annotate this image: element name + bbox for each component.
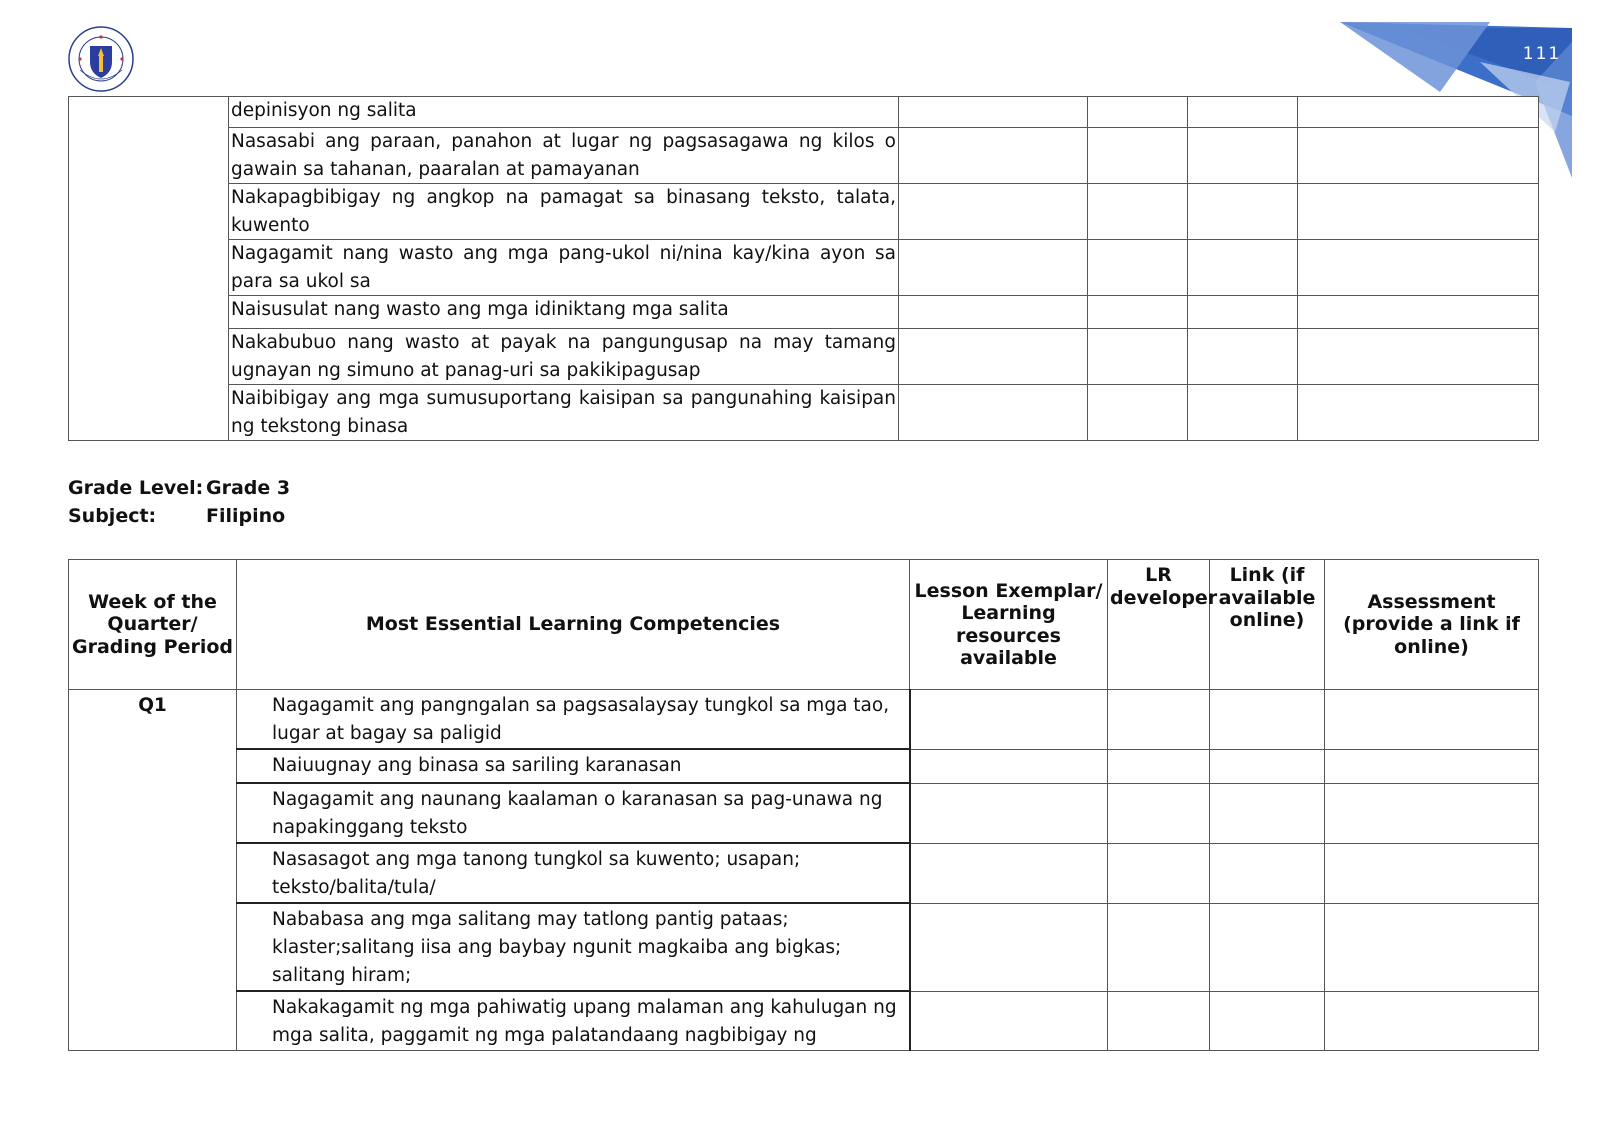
lr-cell bbox=[1108, 783, 1210, 843]
competency-cell: Nasasagot ang mga tanong tungkol sa kuwento; usapan; teksto/balita/tula/ bbox=[237, 843, 910, 903]
link-cell bbox=[1210, 749, 1325, 783]
lr-cell bbox=[1088, 296, 1188, 329]
link-cell bbox=[1188, 240, 1298, 296]
header-lesson-exemplar: Lesson Exemplar/ Learning resources available bbox=[910, 560, 1108, 690]
subject-value: Filipino bbox=[206, 505, 286, 527]
lesson-cell bbox=[910, 690, 1108, 750]
competency-cell: Nasasabi ang paraan, panahon at lugar ng pagsasagawa ng kilos o gawain sa tahanan, paaralan at pamayanan bbox=[229, 128, 899, 184]
grade-level-value: Grade 3 bbox=[206, 477, 291, 499]
link-cell bbox=[1210, 783, 1325, 843]
competency-cell: Nagagamit ang naunang kaalaman o karanasan sa pag-unawa ng napakinggang teksto bbox=[237, 783, 910, 843]
link-cell bbox=[1188, 385, 1298, 441]
lr-cell bbox=[1108, 690, 1210, 750]
competency-cell: depinisyon ng salita bbox=[229, 97, 899, 128]
link-cell bbox=[1188, 97, 1298, 128]
assessment-cell bbox=[1325, 690, 1539, 750]
lr-cell bbox=[1088, 385, 1188, 441]
assessment-cell bbox=[1298, 97, 1539, 128]
lr-cell bbox=[1088, 128, 1188, 184]
lesson-cell bbox=[910, 749, 1108, 783]
lesson-cell bbox=[899, 240, 1088, 296]
competency-cell: Naisusulat nang wasto ang mga idiniktang mga salita bbox=[229, 296, 899, 329]
header-melc: Most Essential Learning Competencies bbox=[237, 560, 910, 690]
lesson-cell bbox=[910, 843, 1108, 903]
assessment-cell bbox=[1298, 329, 1539, 385]
assessment-cell bbox=[1325, 903, 1539, 991]
assessment-cell bbox=[1298, 184, 1539, 240]
subject-line bbox=[68, 505, 285, 527]
continued-competency-table bbox=[68, 96, 1539, 441]
lesson-cell bbox=[899, 97, 1088, 128]
lr-cell bbox=[1088, 184, 1188, 240]
lr-cell bbox=[1088, 240, 1188, 296]
lr-cell bbox=[1108, 843, 1210, 903]
header-assessment: Assessment (provide a link if online) bbox=[1325, 560, 1539, 690]
header-week: Week of the Quarter/ Grading Period bbox=[69, 560, 237, 690]
lesson-cell bbox=[899, 329, 1088, 385]
competency-cell: Nakakagamit ng mga pahiwatig upang malaman ang kahulugan ng mga salita, paggamit ng mga palatandaang nagbibigay ng bbox=[237, 991, 910, 1051]
header-lr-developer: LR developer bbox=[1108, 560, 1210, 690]
lesson-cell bbox=[910, 783, 1108, 843]
lesson-cell bbox=[899, 385, 1088, 441]
grade-level-label: Grade Level: bbox=[68, 477, 204, 499]
lesson-cell bbox=[899, 184, 1088, 240]
link-cell bbox=[1188, 128, 1298, 184]
link-cell bbox=[1188, 329, 1298, 385]
quarter-cell: Q1 bbox=[69, 690, 237, 1051]
subject-label: Subject: bbox=[68, 505, 157, 527]
link-cell bbox=[1188, 184, 1298, 240]
deped-seal-logo bbox=[68, 26, 134, 92]
lr-cell bbox=[1088, 97, 1188, 128]
competency-cell: Naibibigay ang mga sumusuportang kaisipan sa pangunahing kaisipan ng tekstong binasa bbox=[229, 385, 899, 441]
competency-cell: Naiuugnay ang binasa sa sariling karanasan bbox=[237, 749, 910, 783]
lesson-cell bbox=[899, 296, 1088, 329]
competency-cell: Nagagamit ang pangngalan sa pagsasalaysay tungkol sa mga tao, lugar at bagay sa paligid bbox=[237, 690, 910, 750]
grade-level-line bbox=[68, 477, 290, 499]
assessment-cell bbox=[1298, 385, 1539, 441]
assessment-cell bbox=[1298, 296, 1539, 329]
assessment-cell bbox=[1325, 783, 1539, 843]
lr-cell bbox=[1088, 329, 1188, 385]
header-link: Link (if available online) bbox=[1210, 560, 1325, 690]
link-cell bbox=[1210, 690, 1325, 750]
melc-table bbox=[68, 559, 1539, 1051]
lr-cell bbox=[1108, 991, 1210, 1051]
lr-cell bbox=[1108, 749, 1210, 783]
competency-cell: Nababasa ang mga salitang may tatlong pantig pataas; klaster;salitang iisa ang baybay ngunit magkaiba ang bigkas; salitang hiram; bbox=[237, 903, 910, 991]
lesson-cell bbox=[910, 903, 1108, 991]
assessment-cell bbox=[1325, 749, 1539, 783]
assessment-cell bbox=[1325, 991, 1539, 1051]
assessment-cell bbox=[1298, 128, 1539, 184]
competency-cell: Nakabubuo nang wasto at payak na pangungusap na may tamang ugnayan ng simuno at panag-uri sa pakikipagusap bbox=[229, 329, 899, 385]
assessment-cell bbox=[1325, 843, 1539, 903]
link-cell bbox=[1210, 903, 1325, 991]
link-cell bbox=[1210, 843, 1325, 903]
link-cell bbox=[1210, 991, 1325, 1051]
competency-cell: Nakapagbibigay ng angkop na pamagat sa binasang teksto, talata, kuwento bbox=[229, 184, 899, 240]
page-number: 111 bbox=[1522, 44, 1562, 64]
lesson-cell bbox=[910, 991, 1108, 1051]
assessment-cell bbox=[1298, 240, 1539, 296]
competency-cell: Nagagamit nang wasto ang mga pang-ukol ni/nina kay/kina ayon sa para sa ukol sa bbox=[229, 240, 899, 296]
lr-cell bbox=[1108, 903, 1210, 991]
link-cell bbox=[1188, 296, 1298, 329]
lesson-cell bbox=[899, 128, 1088, 184]
blank-week-cell bbox=[69, 97, 229, 441]
